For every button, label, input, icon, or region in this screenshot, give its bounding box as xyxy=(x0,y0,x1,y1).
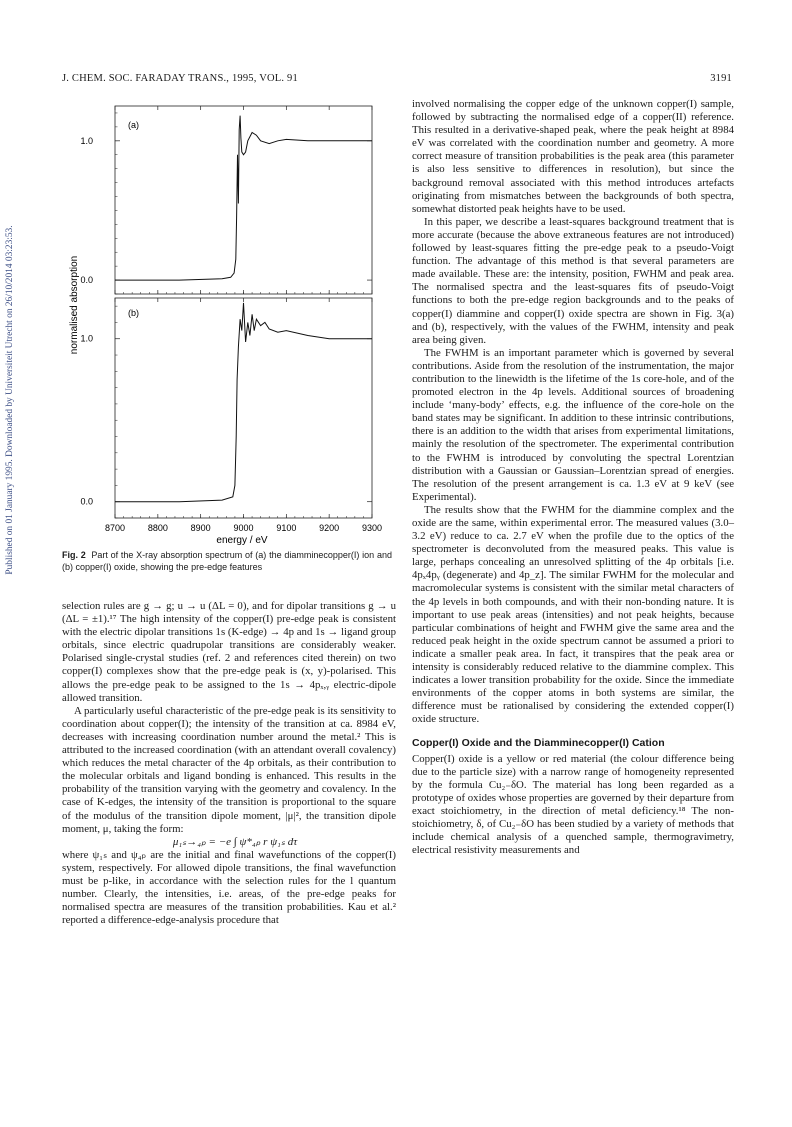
panel-a xyxy=(80,106,372,294)
figure-2 xyxy=(60,98,400,548)
x-tick-label: 8700 xyxy=(104,523,126,533)
spectrum-chart xyxy=(60,98,400,548)
page-number: 3191 xyxy=(710,73,732,84)
spectrum-line xyxy=(115,303,372,502)
paragraph: where ψ₁ₛ and ψ₄ₚ are the initial and final wavefunctions of the copper(I) system, respectively. For allowed dipole transitions, the final wavefunction must be p-like, in accordance with the selection rules for the l quantum number. Clearly, the intensities, i.e. areas, of the pre-edge peaks for normalised spectra are measures of the transition probabilities. Kau et al.² reported a difference-edge-analysis procedure that xyxy=(62,848,396,927)
panel-a-label: (a) xyxy=(128,120,139,130)
paragraph: The FWHM is an important parameter which is governed by several contributions. Aside from the resolution of the instrumentation, the major contribution to the linewidth is the lifetime of the 1s core-hole, and of the promoted electron in the 4p levels. Additional sources of broadening include ‘many-body’ effects, e.g. the influence of the core-hole on the band states may be significant. In addition to these intrinsic contributions, there is an addition to the width that arises from experimental limitations, mainly the resolution of the spectrometer. The experimental contribution to the FWHM is introduced by convoluting the spectral Lorentzian distribution with a Gaussian or Gaussian–Lorentzian spread of energies. The resolution of the present arrangement is ca. 1.3 eV at 9 keV (see Experimental). xyxy=(412,346,734,503)
y-tick-label: 0.0 xyxy=(80,275,93,286)
paragraph: In this paper, we describe a least-squares background treatment that is more accurate (because the above extraneous features are not introduced) followed by least-squares fitting the pre-edge peak to a pseudo-Voigt function. The advantage of this method is that several parameters are made available. These are: the intensity, position, FWHM and peak area. The normalised spectra and the least-squares fits of pseudo-Voigt functions to both the pre-edge region backgrounds and to the peaks of copper(I) diammine and copper(I) oxide spectra are shown in Fig. 3(a) and (b), respectively, with the values of the FWHM, intensity and peak area being given. xyxy=(412,215,734,346)
x-tick-label: 9000 xyxy=(233,523,254,533)
spectrum-line xyxy=(115,116,372,280)
figure-caption xyxy=(62,550,392,573)
y-axis-label: normalised absorption xyxy=(69,255,80,355)
paragraph: A particularly useful characteristic of the pre-edge peak is its sensitivity to coordination about copper(I); the intensity of the transition at ca. 8984 eV, decreases with increasing coordination number around the metal.² This is attributed to the increased coordination (with an attendant overall covalency) which reduces the metal character of the 4p orbitals, as their contribution to the molecular orbitals and ligand bonding is enhanced. This results in the probability of the transition varying with the geometry and covalency. In the case of K-edges, the intensity of the transition is proportional to the square of the modulus of the transition dipole moment, |μ|², the transition dipole moment, μ, taking the form: xyxy=(62,704,396,835)
right-column xyxy=(412,98,734,857)
x-tick-label: 8800 xyxy=(147,523,168,533)
equation: μ₁ₛ→₄ₚ = −e ∫ ψ*₄ₚ r ψ₁ₛ dτ xyxy=(172,835,298,848)
paragraph: involved normalising the copper edge of the unknown copper(I) sample, followed by subtracting the normalised edge of a copper(II) reference. This resulted in a derivative-shaped peak, where the peak height at 8984 eV was correlated with the coordination number and geometry. A more correct measure of transition probabilities is the peak area (this parameter is also less sensitive to differences in resolution), but since the background removal associated with this method introduces artefacts originating from mismatches between the backgrounds of both spectra, somewhat distorted peak heights have to be used. xyxy=(412,98,734,215)
running-header xyxy=(62,73,732,87)
paragraph: selection rules are g → g; u → u (ΔL = 0), and for dipolar transitions g → u (ΔL = ±1).¹⁷ The high intensity of the copper(I) pre-edge peak is consistent with the electric dipolar transitions 1s (K-edge) → 4p and 1s → ligand group orbitals, since electric quadrupolar transitions are considerably weaker. Polarised single-crystal studies (ref. 2 and references cited therein) on two copper(I) complexes show that the pre-edge peak is (x, y)-polarised. This allows the pre-edge peak to be assigned to the 1s → 4pₓ,ᵧ electric-dipole allowed transition. xyxy=(62,600,396,704)
caption-text: Part of the X-ray absorption spectrum of (a) the diamminecopper(I) ion and (b) copper(I) oxide, showing the pre-edge features xyxy=(62,550,392,572)
y-tick-label: 1.0 xyxy=(80,135,93,146)
paragraph: Copper(I) oxide is a yellow or red material (the colour difference being due to the particle size) with a narrow range of homogeneity represented by the formula Cu₂₋δO. The material has long been regarded as a prototype of oxides whose properties are governed by their departure from exact stoichiometry, in the direction of metal deficiency.¹⁸ The non-stoichiometry, δ, of Cu₂₋δO has been studied by a variety of methods that include chemical analysis of a quenched sample, thermogravimetry, electrical resistivity measurements and xyxy=(412,752,734,857)
y-tick-label: 1.0 xyxy=(80,333,93,344)
journal-title: J. CHEM. SOC. FARADAY TRANS., 1995, VOL. 91 xyxy=(62,73,298,84)
plot-frame xyxy=(115,298,372,518)
panel-b xyxy=(80,298,382,533)
plot-frame xyxy=(115,106,372,294)
x-tick-label: 8900 xyxy=(190,523,211,533)
download-notice xyxy=(3,120,17,680)
x-tick-label: 9100 xyxy=(276,523,297,533)
download-notice-text: Published on 01 January 1995. Downloaded by Universiteit Utrecht on 26/10/2014 03:23:53. xyxy=(5,225,15,575)
caption-label: Fig. 2 xyxy=(62,550,86,560)
section-heading: Copper(I) Oxide and the Diamminecopper(I) Cation xyxy=(412,736,665,749)
y-tick-label: 0.0 xyxy=(80,496,93,507)
x-tick-label: 9300 xyxy=(361,523,383,533)
panel-b-label: (b) xyxy=(128,308,139,318)
paragraph: The results show that the FWHM for the diammine complex and the oxide are the same, within experimental error. The measured values (3.0–3.2 eV) reduce to ca. 2.7 eV when the profile due to the optics of the spectrometer is deconvoluted from the measured peaks. This value is large, perhaps concealing an unresolved splitting of the 4p orbitals [i.e. 4pₓ4pᵧ (degenerate) and 4p_z]. The similar FWHM for the molecular and macromolecular systems is consistent with the similar metal characters of the 4p levels in both compounds, and with their non-bonding nature. It is important to use peak areas (intensities) and not peak heights, because particular combinations of height and FWHM give the same area and the reduced peak height in the oxide spectrum cannot be assumed a priori to indicate a smaller peak area. In fact, it transpires that the peak area or intensity is considerably reduced relative to the diammine complex. This indicates a lower transition probability for the oxide. Since the immediate environments of the copper atoms in both systems are similar, the difference must be rationalised by considering the extended copper(I) oxide structure. xyxy=(412,503,734,726)
x-axis-label: energy / eV xyxy=(216,535,268,546)
x-tick-label: 9200 xyxy=(319,523,340,533)
left-column xyxy=(62,600,396,927)
